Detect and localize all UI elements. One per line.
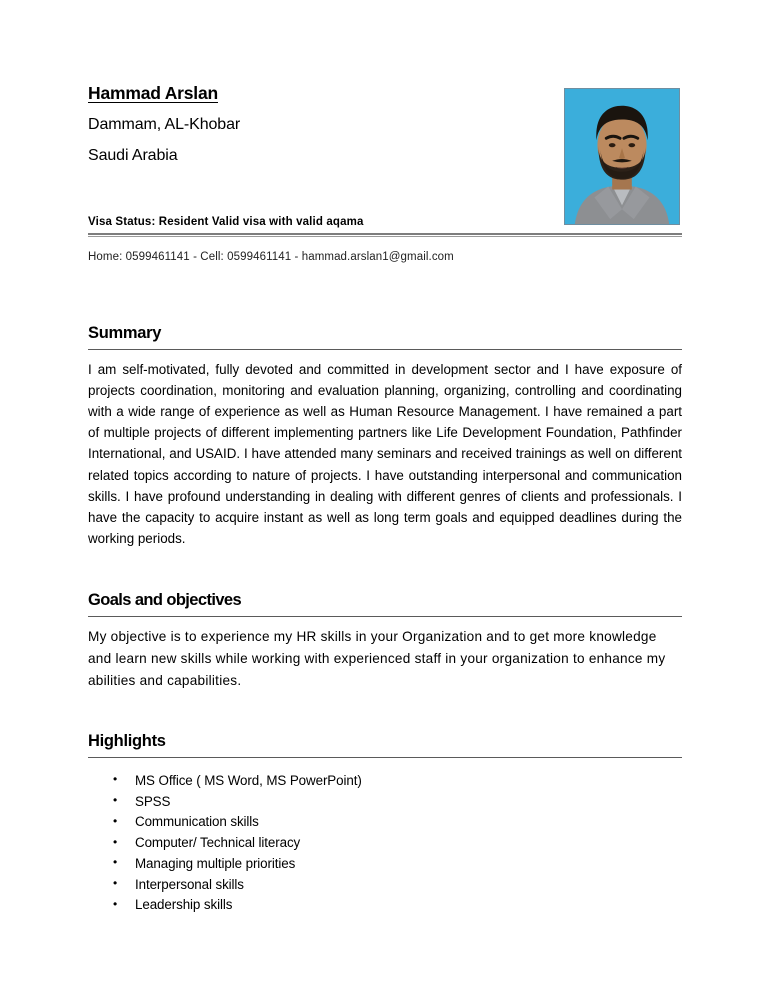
highlight-item: • Leadership skills [88,895,682,916]
highlight-item: • Communication skills [88,812,682,833]
highlight-item: • Managing multiple priorities [88,854,682,875]
section-summary [88,324,682,549]
highlight-item: • Computer/ Technical literacy [88,833,682,854]
contact-line: Home: 0599461141 - Cell: 0599461141 - hammad.arslan1@gmail.com [88,251,454,263]
section-divider-goals [88,616,682,617]
summary-text: I am self-motivated, fully devoted and committed in development sector and I have exposure of projects coordination, monitoring and evaluation planning, organizing, controlling and coordinating with a wide range of experience as well as Human Resource Management. I have remained a part of multiple projects of different implementing partners like Life Development Foundation, Pathfinder International, and USAID. I have attended many seminars and received trainings as well on different related topics according to nature of projects. I have outstanding interpersonal and communication skills. I have profound understanding in dealing with different genres of clients and professionals. I have the capacity to acquire instant as well as long term goals and equipped deadlines during the working periods. [88,361,682,547]
highlights-list [88,771,682,916]
candidate-name: Hammad Arslan [88,83,218,103]
section-title-highlights: Highlights [88,732,166,750]
section-highlights [88,732,682,916]
section-title-summary: Summary [88,324,162,342]
section-goals [88,591,682,692]
goals-text: My objective is to experience my HR skills in your Organization and to get more knowledge and learn new skills while working with experienced staff in your organization to enhance my abilities and capabilities. [88,628,666,688]
visa-status-line: Visa Status: Resident Valid visa with valid aqama [88,216,364,228]
section-divider-summary [88,349,682,350]
candidate-city: Dammam, AL-Khobar [88,116,241,134]
section-title-goals: Goals and objectives [88,591,242,609]
section-divider-highlights [88,757,682,758]
candidate-photo [564,88,680,225]
highlight-item: • MS Office ( MS Word, MS PowerPoint) [88,771,682,792]
highlight-item: • SPSS [88,792,682,813]
highlight-item: • Interpersonal skills [88,875,682,896]
header-divider [88,233,682,237]
candidate-country: Saudi Arabia [88,146,178,164]
portrait-illustration [565,89,679,224]
